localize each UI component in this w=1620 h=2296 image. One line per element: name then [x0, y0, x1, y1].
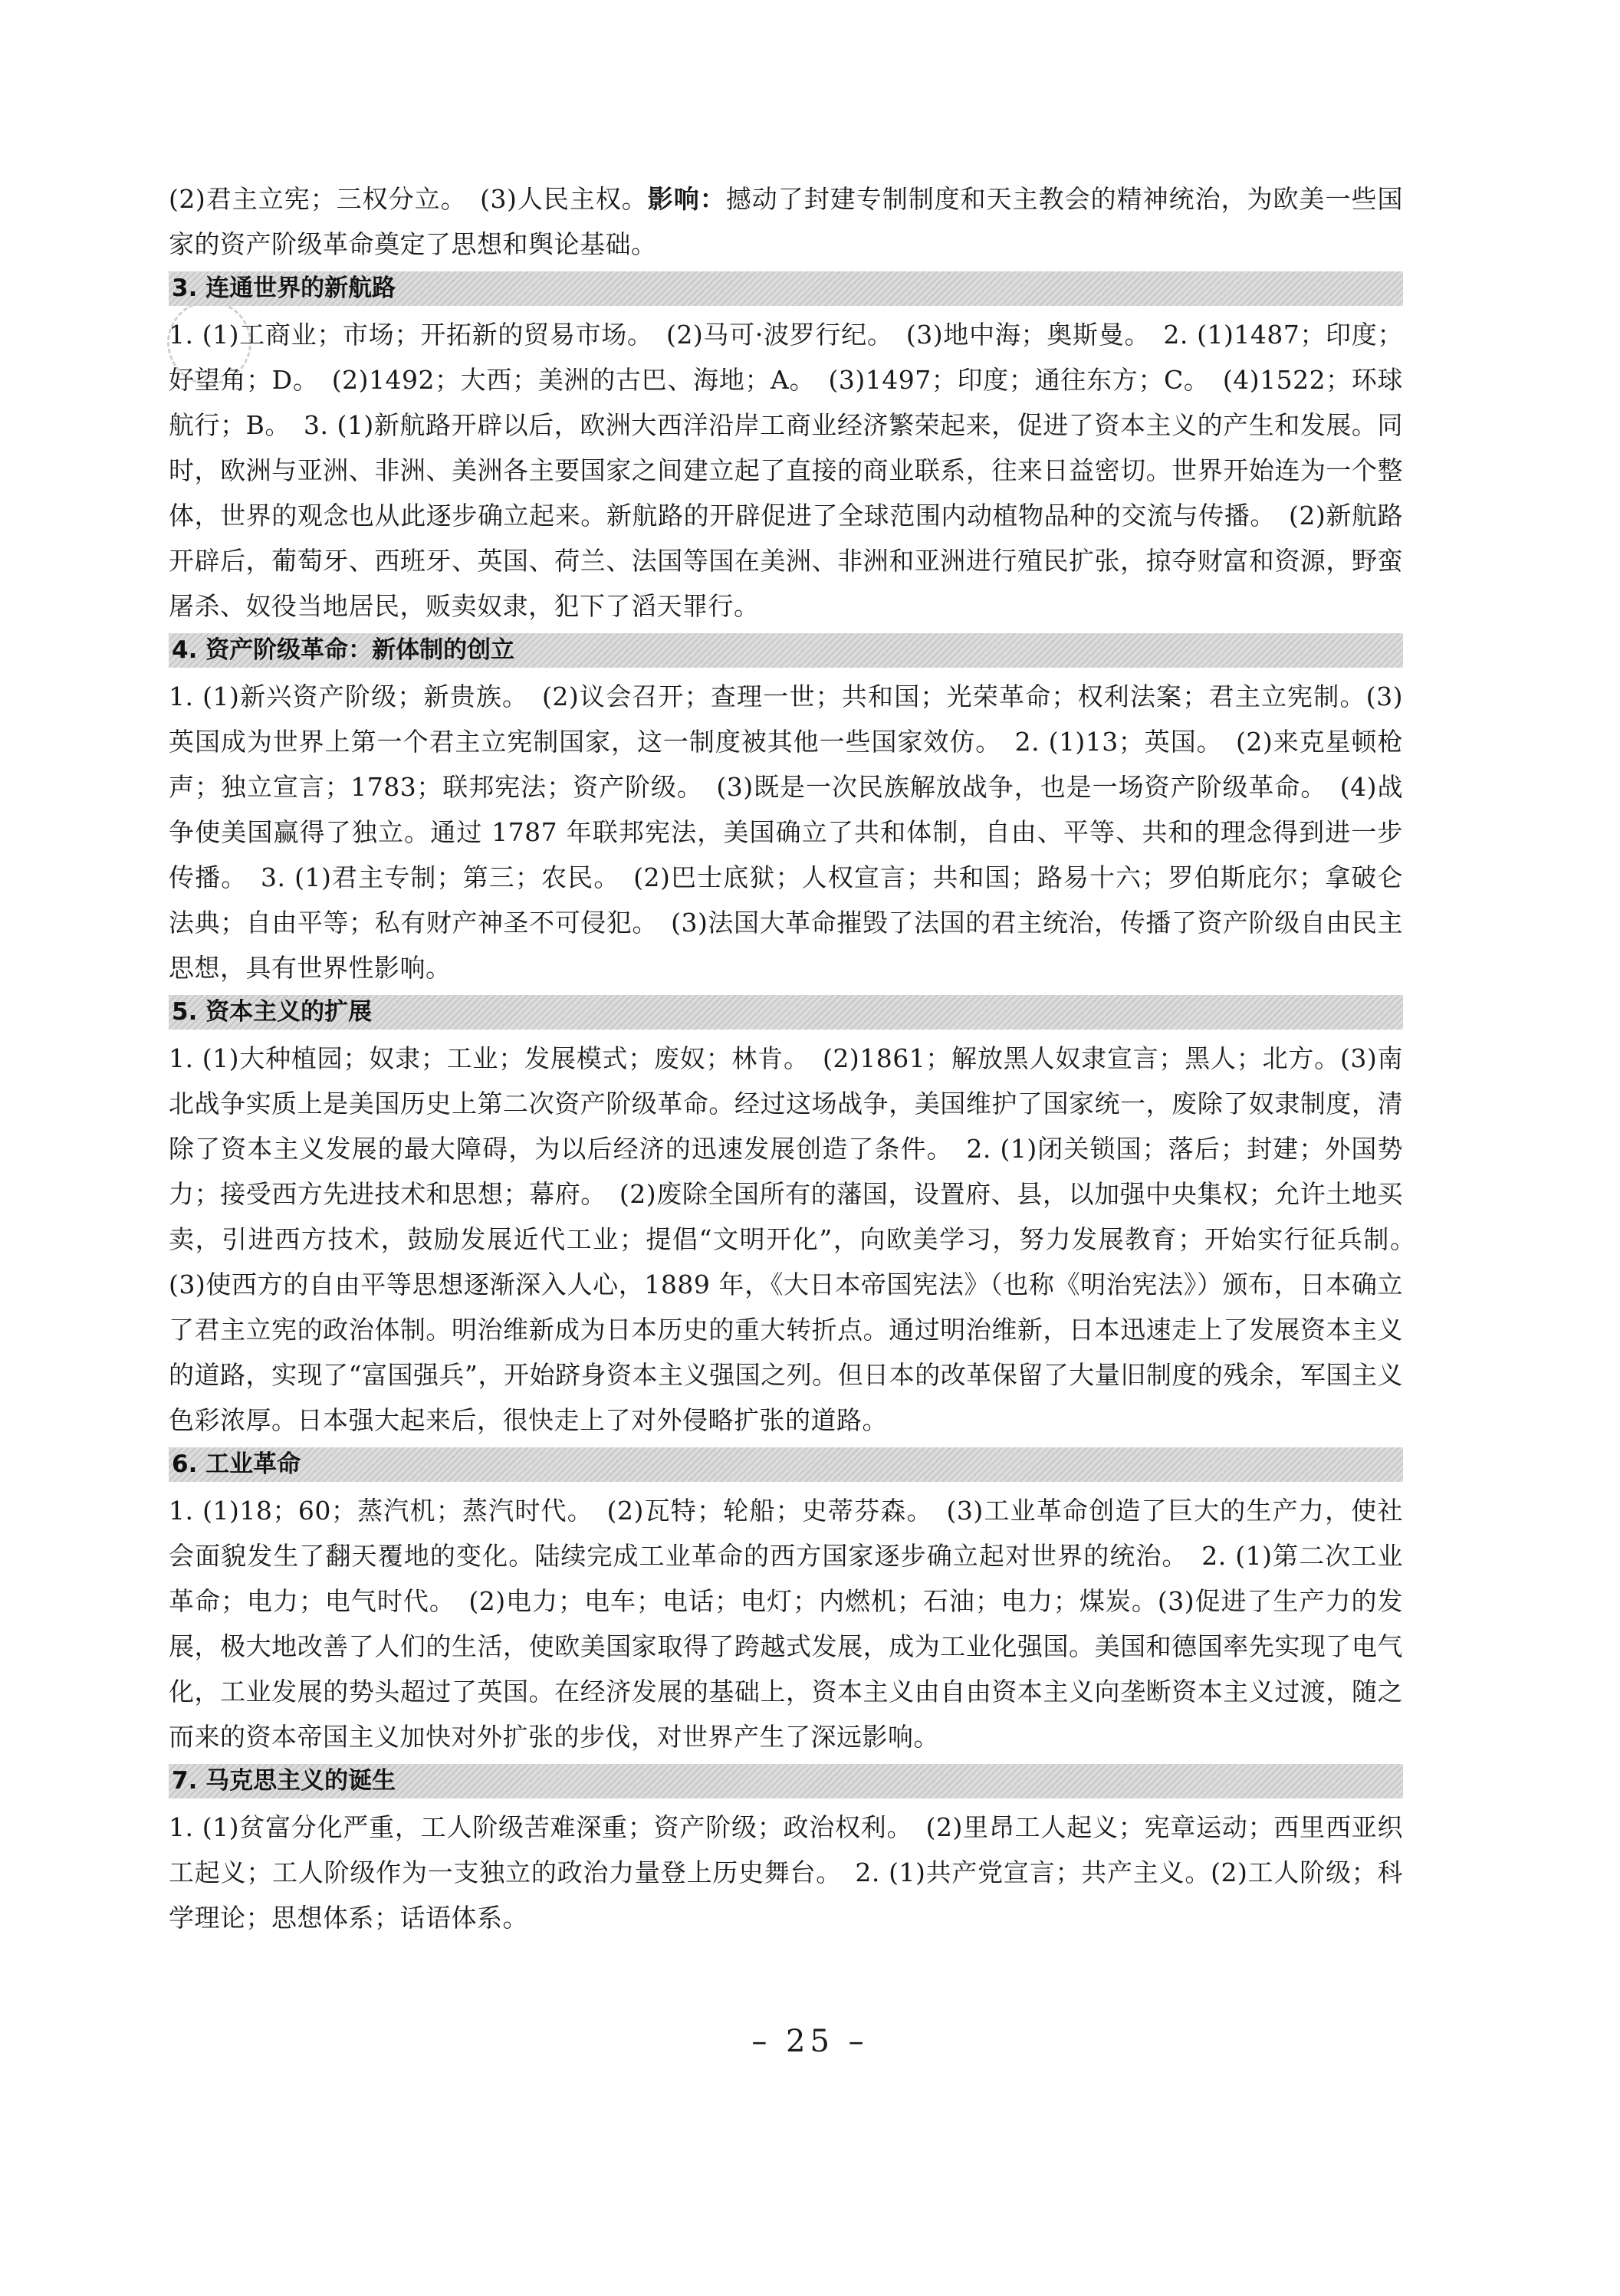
answer-page-body	[169, 176, 1429, 1940]
section-heading-5: 5. 资本主义的扩展	[169, 995, 1403, 1030]
section-4-paragraph: 1. (1)新兴资产阶级；新贵族。 (2)议会召开；查理一世；共和国；光荣革命；权利法案；君主立宪制。(3)英国成为世界上第一个君主立宪制国家，这一制度被其他一些国家效仿。 2. (1)13；英国。 (2)来克星顿枪声；独立宣言；1783；联邦宪法；资产阶级。 (3)既是一次民族解放战争，也是一场资产阶级革命。 (4)战争使美国赢得了独立。通过 1787 年联邦宪法，美国确立了共和体制，自由、平等、共和的理念得到进一步传播。 3. (1)君主专制；第三；农民。 (2)巴士底狱；人权宣言；共和国；路易十六；罗伯斯庇尔；拿破仑法典；自由平等；私有财产神圣不可侵犯。 (3)法国大革命摧毁了法国的君主统治，传播了资产阶级自由民主思想，具有世界性影响。	[169, 682, 1403, 983]
intro-bold-label: 影响：	[647, 184, 726, 214]
section-5-paragraph: 1. (1)大种植园；奴隶；工业；发展模式；废奴；林肯。 (2)1861；解放黑人奴隶宣言；黑人；北方。(3)南北战争实质上是美国历史上第二次资产阶级革命。经过这场战争，美国维护了国家统一，废除了奴隶制度，清除了资本主义发展的最大障碍，为以后经济的迅速发展创造了条件。 2. (1)闭关锁国；落后；封建；外国势力；接受西方先进技术和思想；幕府。 (2)废除全国所有的藩国，设置府、县，以加强中央集权；允许土地买卖，引进西方技术，鼓励发展近代工业；提倡“文明开化”，向欧美学习，努力发展教育；开始实行征兵制。 (3)使西方的自由平等思想逐渐深入人心，1889 年，《大日本帝国宪法》（也称《明治宪法》）颁布，日本确立了君主立宪的政治体制。明治维新成为日本历史的重大转折点。通过明治维新，日本迅速走上了发展资本主义的道路，实现了“富国强兵”，开始跻身资本主义强国之列。但日本的改革保留了大量旧制度的残余，军国主义色彩浓厚。日本强大起来后，很快走上了对外侵略扩张的道路。	[169, 1043, 1429, 1435]
section-heading-4: 4. 资产阶级革命：新体制的创立	[169, 633, 1403, 668]
section-6-paragraph: 1. (1)18；60；蒸汽机；蒸汽时代。 (2)瓦特；轮船；史蒂芬森。 (3)工业革命创造了巨大的生产力，使社会面貌发生了翻天覆地的变化。陆续完成工业革命的西方国家逐步确立起对世界的统治。 2. (1)第二次工业革命；电力；电气时代。 (2)电力；电车；电话；电灯；内燃机；石油；电力；煤炭。(3)促进了生产力的发展，极大地改善了人们的生活，使欧美国家取得了跨越式发展，成为工业化强国。美国和德国率先实现了电气化，工业发展的势头超过了英国。在经济发展的基础上，资本主义由自由资本主义向垄断资本主义过渡，随之而来的资本帝国主义加快对外扩张的步伐，对世界产生了深远影响。	[169, 1496, 1403, 1752]
section-7-paragraph: 1. (1)贫富分化严重，工人阶级苦难深重；资产阶级；政治权利。 (2)里昂工人起义；宪章运动；西里西亚织工起义；工人阶级作为一支独立的政治力量登上历史舞台。 2. (1)共产党宣言；共产主义。(2)工人阶级；科学理论；思想体系；话语体系。	[169, 1812, 1403, 1933]
section-heading-7: 7. 马克思主义的诞生	[169, 1764, 1403, 1798]
intro-segment: 撼动了封建专制制度和天主教会的精神统治，为欧美一些国家的资产阶级革命奠定了思想和舆论基础。	[169, 184, 1403, 259]
section-heading-3: 3. 连通世界的新航路	[169, 271, 1403, 306]
intro-segment: (2)君主立宪；三权分立。 (3)人民主权。	[169, 184, 648, 214]
intro-paragraph	[169, 176, 1403, 267]
section-3-paragraph: 1. (1)工商业；市场；开拓新的贸易市场。 (2)马可·波罗行纪。 (3)地中海；奥斯曼。 2. (1)1487；印度；好望角；D。 (2)1492；大西；美洲的古巴、海地；A。 (3)1497；印度；通往东方；C。 (4)1522；环球航行；B。 3. (1)新航路开辟以后，欧洲大西洋沿岸工商业经济繁荣起来，促进了资本主义的产生和发展。同时，欧洲与亚洲、非洲、美洲各主要国家之间建立起了直接的商业联系，往来日益密切。世界开始连为一个整体，世界的观念也从此逐步确立起来。新航路的开辟促进了全球范围内动植物品种的交流与传播。 (2)新航路开辟后，葡萄牙、西班牙、英国、荷兰、法国等国在美洲、非洲和亚洲进行殖民扩张，掠夺财富和资源，野蛮屠杀、奴役当地居民，贩卖奴隶，犯下了滔天罪行。	[169, 320, 1403, 621]
section-heading-6: 6. 工业革命	[169, 1447, 1403, 1482]
page-number: – 25 –	[751, 2024, 869, 2059]
